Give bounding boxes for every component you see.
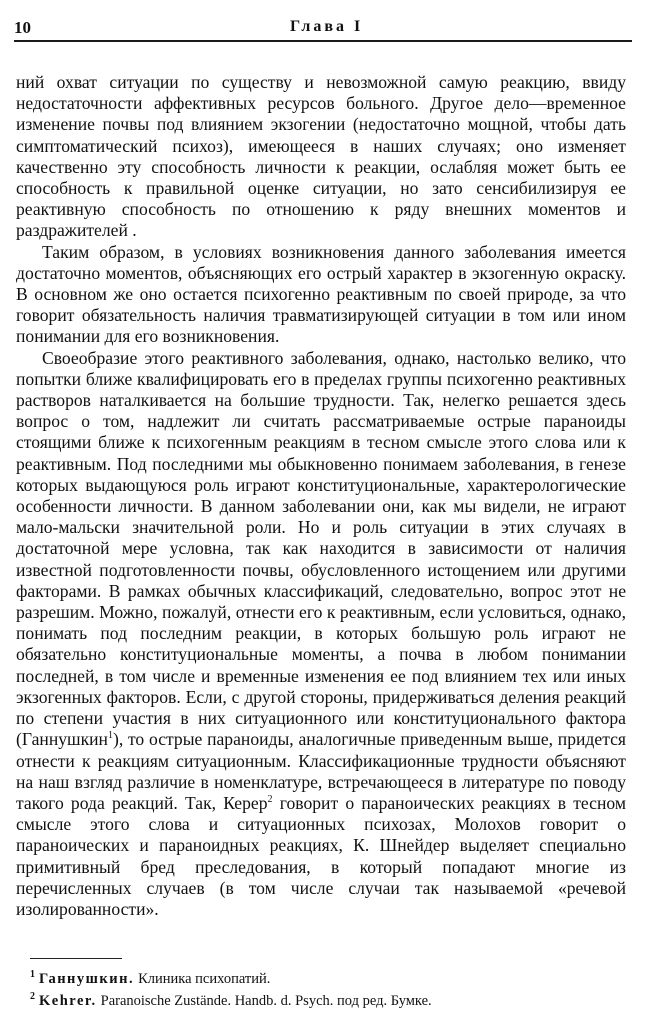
footnote-reference: 1 <box>107 730 113 742</box>
footnotes <box>30 966 630 1010</box>
page-number: 10 <box>14 18 31 37</box>
footnote-mark: 1 <box>30 969 35 980</box>
footnote-author: Ганнушкин. <box>39 970 135 987</box>
footnote-text: Клиника психопатий. <box>138 970 271 987</box>
footnote <box>30 988 630 1010</box>
footnote-author: Kehrer. <box>39 992 97 1009</box>
footnote-divider <box>30 958 122 959</box>
body-text <box>16 72 626 920</box>
running-head <box>14 14 632 42</box>
paragraph-text: Своеобразие этого реактивного заболевания, однако, настолько велико, что попытки ближе квалифицировать его в пределах группы психогенно реактивных растворов наталкивается на большие трудности. Так, нелегко решается здесь вопрос о том, надлежит ли считать рассматриваемые острые параноиды стоящими ближе к психогенным реакциям в тесном смысле этого слова или к реактивным. Под последними мы обыкновенно понимаем заболевания, в генезе которых выдающуюся роль играют конституциональные, характерологические особенности личности. В данном заболевании они, как мы видели, не играют мало-мальски значительной роли. Но и роль ситуации в этих случаях в достаточной мере условна, так как находится в зависимости от наличия известной подготовленности почвы, обусловленного истощением или другими факторами. В рамках обычных классификаций, следовательно, вопрос этот не разрешим. Можно, пожалуй, отнести его к реактивным, если условиться, однако, понимать под последним реакции, в которых большую роль играют не обязательно конституциональные моменты, а почва в любом понимании последней, в том числе и временные изменения ее под влиянием тех или иных экзогенных факторов. Если, с другой стороны, придерживаться деления реакций по степени участия в них ситуационного или конституционального фактора (Ганнушкин <box>16 347 626 750</box>
paragraph: Таким образом, в условиях возникновения данного заболевания имеется достаточно моментов, объясняющих его острый характер в экзогенную окраску. В основном же оно остается психогенно реактивным по своей природе, за что говорит обязательность наличия травматизирующей ситуации в том или ином понимании для его возникновения. <box>16 241 626 347</box>
footnote <box>30 966 630 988</box>
paragraph-text: говорит о параноических реакциях в тесном смысле этого слова и ситуационных психозах, Молохов говорит о параноических и параноидных реакциях, К. Шнейдер выделяет специально примитивный бред преследования, в который попадают многие из перечисленных случаев (в том числе случаи так называемой «речевой изолированности». <box>16 792 626 919</box>
footnote-reference: 2 <box>267 794 273 806</box>
paragraph-text: ), то острые параноиды, аналогичные приведенным выше, придется отнести к реакциям ситуационным. Классификационные трудности объясняют на наш взгляд различие в номенклатуре, встречающееся в литературе по поводу такого рода реакций. Так, Керер <box>16 729 626 813</box>
chapter-title: Глава I <box>290 18 364 35</box>
footnote-text: Paranoische Zustände. Handb. d. Psych. под ред. Бумке. <box>100 992 432 1009</box>
footnote-mark: 2 <box>30 990 35 1002</box>
paragraph-continued: ний охват ситуации по существу и невозможной самую реакцию, ввиду недостаточности аффективных ресурсов больного. Другое дело—временное изменение почвы под влиянием экзогении (недостаточно мощной, чтобы дать симптоматический психоз), имеющееся в наших случаях; оно изменяет качественно эту способность личности к реакции, ослабляя может быть ее способность к правильной оценке ситуации, но зато сенсибилизируя ее реактивную способность по отношению к ряду внешних моментов и раздражителей . <box>16 72 626 241</box>
paragraph-classification <box>16 348 626 920</box>
